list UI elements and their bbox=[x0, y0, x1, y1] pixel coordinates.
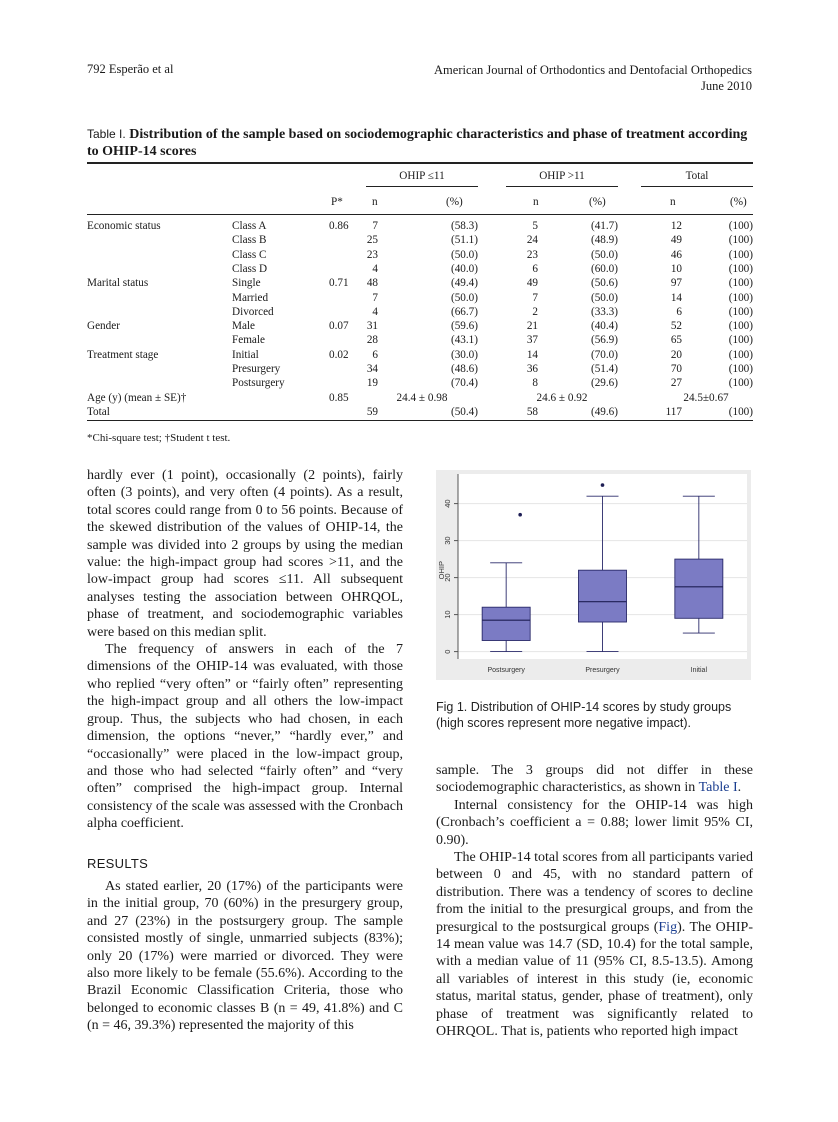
box-postsurgery bbox=[482, 607, 530, 640]
table-cell-total-pct: (100) bbox=[728, 348, 753, 361]
table-cell-high-n: 21 bbox=[526, 320, 538, 333]
y-tick-label: 40 bbox=[443, 499, 452, 508]
group3-rule bbox=[641, 186, 753, 187]
left-paragraph-3: As stated earlier, 20 (17%) of the participants were in the initial group, 70 (60%) in the presurgery group, and 27 (23%) in the postsurgery group. The sample consisted mostly of single, unmarried subjects (83%); only 20 (17%) were married or divorced. They were also more likely to be female (55.6%). According to the Brazil Economic Classification Criteria, those who belonged to economic classes B (n = 49, 41.8%) and C (n = 46, 39.3%) represented the majority of this bbox=[87, 879, 403, 1034]
y-tick-label: 30 bbox=[443, 536, 452, 545]
table-cell-category: Married bbox=[232, 291, 269, 304]
table-cell-low-pct: (40.0) bbox=[450, 262, 478, 275]
table-label: Table I. bbox=[87, 127, 126, 141]
right-paragraph-3 bbox=[436, 849, 753, 1040]
table-cell-category: Class D bbox=[232, 262, 268, 275]
table-cell-high-n: 23 bbox=[526, 248, 538, 261]
right-column bbox=[436, 762, 753, 1041]
table-cell-total-pct: (100) bbox=[728, 291, 753, 304]
table-cell-total-n: 65 bbox=[670, 334, 682, 347]
right-p1-text: sample. The 3 groups did not differ in these sociodemographic characteristics, as shown in bbox=[436, 763, 753, 796]
table-cell-low-n: 6 bbox=[372, 348, 378, 361]
age-row-low: 24.4 ± 0.98 bbox=[396, 392, 448, 404]
table-cell-total-n: 27 bbox=[670, 377, 682, 390]
table-cell-low-n: 25 bbox=[366, 234, 378, 247]
table-cell-high-pct: (48.9) bbox=[590, 234, 618, 247]
table-cell-low-pct: (30.0) bbox=[450, 348, 478, 361]
box-initial bbox=[675, 559, 723, 618]
table-cell-high-n: 8 bbox=[532, 377, 538, 390]
table-cell-category: Class C bbox=[232, 248, 267, 261]
table-cell-high-pct: (50.6) bbox=[590, 277, 618, 290]
total-row-pct2: (49.6) bbox=[590, 406, 618, 418]
table-cell-high-pct: (50.0) bbox=[590, 291, 618, 304]
table-cell-p-value: 0.71 bbox=[329, 277, 349, 290]
x-category-label: Postsurgery bbox=[487, 667, 525, 674]
table-cell-total-n: 52 bbox=[670, 320, 682, 333]
table-title: Distribution of the sample based on sociodemographic characteristics and phase of treatment according to OHIP-14 scores bbox=[87, 127, 748, 159]
table-cell-low-n: 19 bbox=[366, 377, 378, 390]
y-tick-label: 10 bbox=[443, 610, 452, 619]
table-cell-low-n: 7 bbox=[372, 220, 378, 232]
table-cell-high-n: 37 bbox=[526, 334, 538, 347]
table-cell-high-n: 2 bbox=[532, 305, 538, 318]
subheader-n1: n bbox=[372, 196, 378, 208]
x-category-label: Initial bbox=[690, 667, 708, 674]
running-header-right bbox=[434, 62, 752, 94]
table-cell-total-n: 12 bbox=[670, 220, 682, 232]
table-header-rule bbox=[87, 214, 753, 215]
table-cell-total-pct: (100) bbox=[728, 277, 753, 290]
table-cell-total-n: 97 bbox=[670, 277, 682, 290]
age-row-label: Age (y) (mean ± SE)† bbox=[87, 392, 187, 404]
figure-caption: Fig 1. Distribution of OHIP-14 scores by study groups (high scores represent more negative impact). bbox=[436, 700, 732, 730]
table-cell-p-value: 0.07 bbox=[329, 320, 349, 333]
y-tick-label: 0 bbox=[443, 649, 452, 654]
left-paragraph-2: The frequency of answers in each of the 7 dimensions of the OHIP-14 was evaluated, with those who replied “very often” or “fairly often” representing the high-impact group and all others the low-impact group. Thus, the subjects who had chosen, in each dimension, the options “never,” “hardly ever,” and “occasionally” were placed in the low-impact group, and those who had selected “fairly often” and “very often” comprised the high-impact group. Internal consistency of the scale was assessed with the Cronbach alpha coefficient. bbox=[87, 642, 403, 832]
table-reference-link[interactable]: Table I bbox=[698, 780, 738, 796]
table-cell-low-pct: (51.1) bbox=[450, 234, 478, 247]
table-cell-low-pct: (70.4) bbox=[450, 377, 478, 390]
table-cell-total-pct: (100) bbox=[728, 377, 753, 390]
table-cell-p-value: 0.02 bbox=[329, 348, 349, 361]
x-category-label: Presurgery bbox=[585, 667, 620, 674]
left-column-results bbox=[87, 878, 403, 1035]
table-cell-high-pct: (33.3) bbox=[590, 305, 618, 318]
boxplot-svg bbox=[436, 470, 751, 680]
table-cell-low-n: 28 bbox=[366, 334, 378, 347]
table-cell-total-pct: (100) bbox=[728, 248, 753, 261]
table-cell-high-pct: (51.4) bbox=[590, 363, 618, 375]
subheader-p: P* bbox=[331, 196, 343, 208]
table-cell-category: Female bbox=[232, 334, 265, 347]
table-cell-variable: Treatment stage bbox=[87, 348, 159, 361]
group-header-low: OHIP ≤11 bbox=[399, 170, 445, 182]
table-cell-category: Class B bbox=[232, 234, 267, 247]
table-bottom-rule bbox=[87, 420, 753, 421]
table-cell-category: Presurgery bbox=[232, 363, 281, 375]
results-heading: RESULTS bbox=[87, 856, 149, 871]
table-cell-total-n: 46 bbox=[670, 248, 682, 261]
table-cell-low-pct: (48.6) bbox=[450, 363, 478, 375]
table-cell-high-n: 6 bbox=[532, 262, 538, 275]
table-cell-total-pct: (100) bbox=[728, 262, 753, 275]
table-footnote: *Chi-square test; †Student t test. bbox=[87, 432, 231, 444]
table-cell-high-n: 7 bbox=[532, 291, 538, 304]
table-cell-low-pct: (66.7) bbox=[450, 305, 478, 318]
group1-rule bbox=[366, 186, 478, 187]
left-column bbox=[87, 467, 403, 833]
table-cell-category: Divorced bbox=[232, 305, 274, 318]
table-cell-high-n: 5 bbox=[532, 220, 538, 232]
table-cell-category: Initial bbox=[232, 348, 259, 361]
table-cell-low-pct: (59.6) bbox=[450, 320, 478, 333]
table-cell-category: Male bbox=[232, 320, 255, 333]
table-top-rule bbox=[87, 162, 753, 164]
right-p3-text: The OHIP-14 total scores from all participants varied between 0 and 45, with no standard pattern of distribution. There was a tendency of scores to decline from the initial to the presurgical groups, and from the presurgical to the postsurgical groups ( bbox=[436, 850, 753, 935]
left-paragraph-1: hardly ever (1 point), occasionally (2 points), fairly often (3 points), and very often (4 points). As a result, total scores could range from 0 to 56 points. Because of the skewed distribution of the values of OHIP-14, the sample was divided into 2 groups by using the median value: the high-impact group had scores >11, and the low-impact group had scores ≤11. All subsequent analyses testing the association between OHRQOL, phase of treatment, and sociodemographic variables were based on this median split. bbox=[87, 468, 403, 640]
table-cell-low-pct: (50.0) bbox=[450, 291, 478, 304]
total-row-n1: 59 bbox=[366, 406, 378, 418]
age-row-p: 0.85 bbox=[329, 392, 349, 404]
table-cell-total-n: 49 bbox=[670, 234, 682, 247]
table-cell-total-n: 70 bbox=[670, 363, 682, 375]
table-cell-variable: Economic status bbox=[87, 220, 161, 232]
table-cell-total-pct: (100) bbox=[728, 320, 753, 333]
table-cell-high-pct: (40.4) bbox=[590, 320, 618, 333]
table-cell-total-pct: (100) bbox=[728, 220, 753, 232]
subheader-pct1: (%) bbox=[446, 196, 463, 208]
table-cell-low-n: 48 bbox=[366, 277, 378, 290]
running-header-left: 792 Esperão et al bbox=[87, 62, 174, 76]
table-cell-high-n: 36 bbox=[526, 363, 538, 375]
table-cell-low-n: 23 bbox=[366, 248, 378, 261]
table-cell-total-pct: (100) bbox=[728, 363, 753, 375]
group-header-high: OHIP >11 bbox=[539, 170, 585, 182]
table-cell-high-pct: (56.9) bbox=[590, 334, 618, 347]
table-cell-low-n: 7 bbox=[372, 291, 378, 304]
table-cell-high-pct: (41.7) bbox=[590, 220, 618, 232]
total-row-pct1: (50.4) bbox=[450, 406, 478, 418]
table-cell-variable: Gender bbox=[87, 320, 120, 333]
table-cell-variable: Marital status bbox=[87, 277, 149, 290]
y-axis-label: OHIP bbox=[437, 561, 446, 580]
table-cell-high-n: 14 bbox=[526, 348, 538, 361]
right-paragraph-2: Internal consistency for the OHIP-14 was high (Cronbach’s coefficient a = 0.88; lower limit 95% CI, 0.90). bbox=[436, 797, 753, 848]
table-cell-high-pct: (50.0) bbox=[590, 248, 618, 261]
box-presurgery bbox=[579, 570, 627, 622]
y-tick-label: 20 bbox=[443, 573, 452, 582]
table-cell-total-pct: (100) bbox=[728, 234, 753, 247]
table-cell-total-n: 10 bbox=[670, 262, 682, 275]
table-cell-low-n: 4 bbox=[372, 262, 378, 275]
total-row-pct3: (100) bbox=[728, 406, 753, 418]
table-caption bbox=[87, 126, 755, 160]
right-paragraph-1 bbox=[436, 762, 753, 797]
table-cell-low-pct: (43.1) bbox=[450, 334, 478, 347]
table-cell-low-pct: (49.4) bbox=[450, 277, 478, 290]
table-cell-category: Single bbox=[232, 277, 261, 290]
right-p3-end: ). The OHIP-14 mean value was 14.7 (SD, 10.4) for the total sample, with a median value of 11 (95% CI, 8.5-13.5). Among all variables of interest in this study (ie, economic status, marital status, gender, phase of treatment), only phase of treatment was significantly related to OHRQOL. That is, patients who reported high impact bbox=[436, 919, 753, 1040]
figure-reference-link[interactable]: Fig bbox=[658, 919, 678, 935]
table-cell-low-n: 34 bbox=[366, 363, 378, 375]
table-cell-high-n: 49 bbox=[526, 277, 538, 290]
table-cell-high-n: 24 bbox=[526, 234, 538, 247]
subheader-n3: n bbox=[670, 196, 676, 208]
table-cell-high-pct: (70.0) bbox=[590, 348, 618, 361]
group2-rule bbox=[506, 186, 618, 187]
table-cell-high-pct: (29.6) bbox=[590, 377, 618, 390]
total-row-label: Total bbox=[87, 406, 110, 418]
table-cell-total-n: 14 bbox=[670, 291, 682, 304]
table-cell-total-n: 6 bbox=[676, 305, 682, 318]
total-row-n3: 117 bbox=[665, 406, 682, 418]
outlier-point bbox=[518, 513, 522, 517]
outlier-point bbox=[601, 483, 605, 487]
table-cell-total-n: 20 bbox=[670, 348, 682, 361]
table-cell-total-pct: (100) bbox=[728, 334, 753, 347]
table-cell-total-pct: (100) bbox=[728, 305, 753, 318]
table-cell-low-pct: (50.0) bbox=[450, 248, 478, 261]
table-cell-low-n: 31 bbox=[366, 320, 378, 333]
table-cell-low-pct: (58.3) bbox=[450, 220, 478, 232]
subheader-pct2: (%) bbox=[589, 196, 606, 208]
age-row-high: 24.6 ± 0.92 bbox=[536, 392, 588, 404]
subheader-n2: n bbox=[533, 196, 539, 208]
subheader-pct3: (%) bbox=[730, 196, 747, 208]
group-header-total: Total bbox=[685, 170, 709, 182]
right-p1-end: . bbox=[737, 780, 742, 796]
total-row-n2: 58 bbox=[526, 406, 538, 418]
table-cell-high-pct: (60.0) bbox=[590, 262, 618, 275]
table-cell-low-n: 4 bbox=[372, 305, 378, 318]
table-cell-category: Class A bbox=[232, 220, 267, 232]
age-row-total: 24.5±0.67 bbox=[683, 392, 729, 404]
figure-boxplot bbox=[436, 470, 751, 680]
table-cell-category: Postsurgery bbox=[232, 377, 285, 390]
table-cell-p-value: 0.86 bbox=[329, 220, 349, 232]
issue-date: June 2010 bbox=[700, 79, 752, 93]
journal-name: American Journal of Orthodontics and Dentofacial Orthopedics bbox=[434, 63, 752, 77]
